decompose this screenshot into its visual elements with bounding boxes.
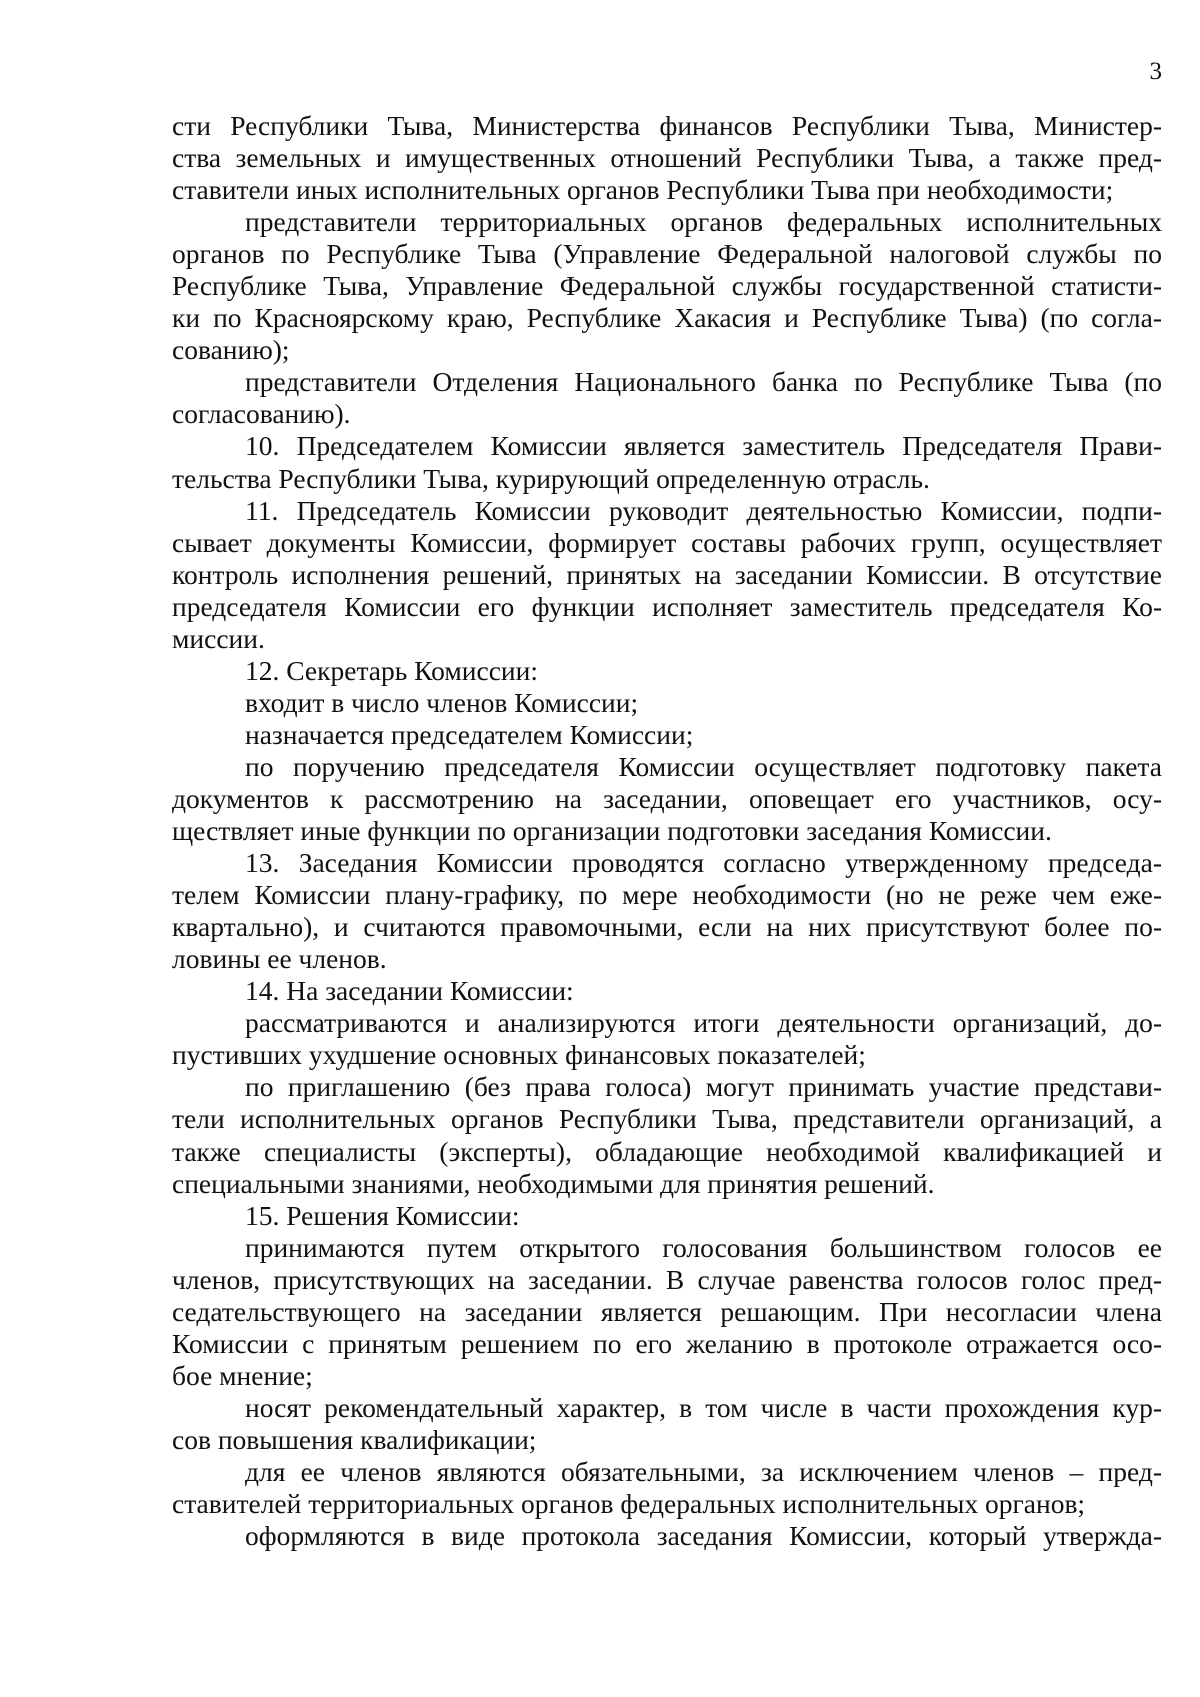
text-line: представители Отделения Национального банка по Республике Тыва (по [245,366,1162,398]
text-line: председателя Комиссии его функции исполняет заместитель председателя Ко- [172,590,1162,622]
text-line: 13. Заседания Комиссии проводятся согласно утвержденному председа- [245,847,1162,879]
text-line: седательствующего на заседании является решающим. При несогласии члена [172,1295,1162,1327]
text-line: 14. На заседании Комиссии: [245,975,574,1007]
text-line: для ее членов являются обязательными, за исключением членов – пред- [245,1455,1162,1487]
text-line: специальными знаниями, необходимыми для принятия решений. [172,1167,935,1199]
text-line: ществляет иные функции по организации подготовки заседания Комиссии. [172,815,1052,847]
text-line: 15. Решения Комиссии: [245,1199,520,1231]
text-line: ставители иных исполнительных органов Республики Тыва при необходимости; [172,174,1114,206]
text-line: по приглашению (без права голоса) могут принимать участие представи- [245,1071,1162,1103]
text-line: сти Республики Тыва, Министерства финансов Республики Тыва, Министер- [172,110,1162,141]
text-line: 12. Секретарь Комиссии: [245,654,538,686]
text-line: согласованию). [172,398,351,430]
text-line: тели исполнительных органов Республики Тыва, представители организаций, а [172,1103,1162,1135]
text-line: принимаются путем открытого голосования большинством голосов ее [245,1231,1162,1263]
text-line: 11. Председатель Комиссии руководит деятельностью Комиссии, подпи- [245,494,1162,526]
text-line: пустивших ухудшение основных финансовых показателей; [172,1039,866,1071]
text-line: органов по Республике Тыва (Управление Федеральной налоговой службы по [172,238,1162,270]
text-line: тельства Республики Тыва, курирующий определенную отрасль. [172,462,930,494]
text-line: бое мнение; [172,1359,313,1391]
text-line: Комиссии с принятым решением по его желанию в протоколе отражается осо- [172,1327,1162,1359]
text-line: сованию); [172,334,290,366]
page-number: 3 [1149,58,1162,85]
text-line: контроль исполнения решений, принятых на заседании Комиссии. В отсутствие [172,558,1162,590]
text-line: телем Комиссии плану-графику, по мере необходимости (но не реже чем еже- [172,879,1162,911]
text-line: сывает документы Комиссии, формирует составы рабочих групп, осуществляет [172,526,1162,558]
text-line: ставителей территориальных органов федеральных исполнительных органов; [172,1488,1086,1520]
text-line: рассматриваются и анализируются итоги деятельности организаций, до- [245,1007,1162,1039]
text-line: назначается председателем Комиссии; [245,718,694,750]
text-line: также специалисты (эксперты), обладающие необходимой квалификацией и [172,1135,1162,1167]
text-line: ки по Красноярскому краю, Республике Хакасия и Республике Тыва) (по согла- [172,302,1162,334]
text-line: документов к рассмотрению на заседании, оповещает его участников, осу- [172,782,1162,814]
text-line: сов повышения квалификации; [172,1423,537,1455]
text-line: квартально), и считаются правомочными, если на них присутствуют более по- [172,911,1162,943]
document-body [172,110,1162,1552]
text-line: ловины ее членов. [172,943,387,975]
text-line: 10. Председателем Комиссии является заместитель Председателя Прави- [245,430,1162,462]
text-line: по поручению председателя Комиссии осуществляет подготовку пакета [245,750,1162,782]
text-line: входит в число членов Комиссии; [245,686,639,718]
text-line: носят рекомендательный характер, в том числе в части прохождения кур- [245,1391,1162,1423]
text-line: членов, присутствующих на заседании. В случае равенства голосов голос пред- [172,1263,1162,1295]
text-line: миссии. [172,622,265,654]
text-line: представители территориальных органов федеральных исполнительных [245,206,1162,238]
text-line: оформляются в виде протокола заседания Комиссии, который утвержда- [245,1520,1162,1552]
text-line: Республике Тыва, Управление Федеральной службы государственной статисти- [172,270,1162,302]
text-line: ства земельных и имущественных отношений Республики Тыва, а также пред- [172,142,1162,174]
